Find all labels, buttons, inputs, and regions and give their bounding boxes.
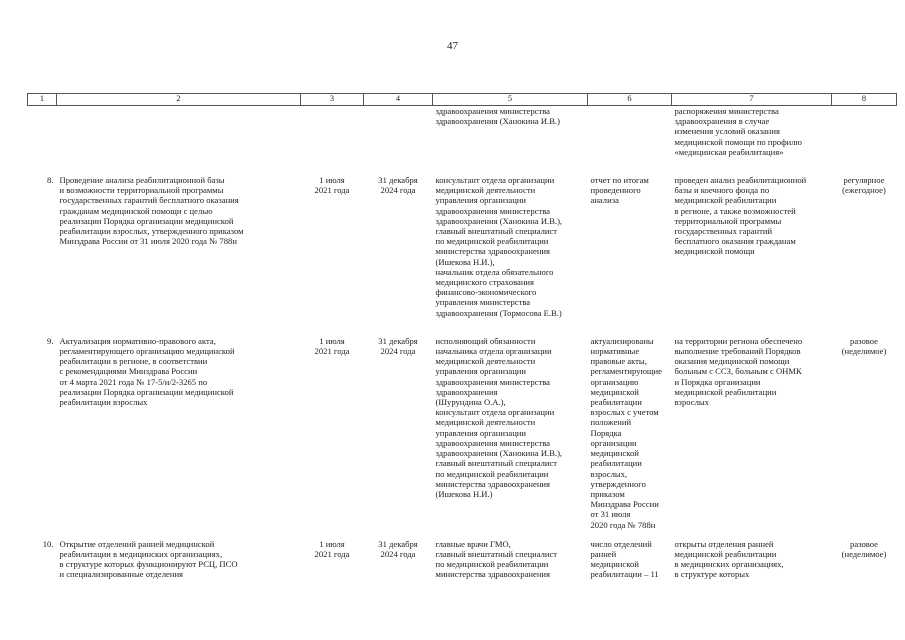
row-type: разовое (неделимое) — [841, 335, 887, 357]
continuation-responsible: здравоохранения министерства здравоохранения (Ханокина И.В.) — [435, 106, 560, 127]
row-action: Актуализация нормативно-правового акта, регламентирующего организацию медицинской реабилитации в регионе, в соответствии с рекомендациями Минздрава России от 4 марта 2021 года № 17-5/и/2-3265 по реализации Порядка организации медицинской реабилитации взрослых — [59, 335, 235, 408]
table-row — [28, 336, 897, 530]
row-responsible: консультант отдела организации медицинской деятельности управления организации здравоохранения министерства здравоохранения (Ханокина И.В.), главный внештатный специалист по медицинской реабилитации министерства здравоохранения (Ишекова Н.И.), начальник отдела обязательного медицинского страхования финансово-экономического управления министерства здравоохранения (Тормосова Е.В.) — [435, 175, 563, 318]
row-start-date: 1 июля 2021 года — [314, 175, 350, 196]
row-end-date: 31 декабря 2024 года — [378, 175, 418, 196]
row-action: Проведение анализа реабилитационной базы и возможности территориальной программы государственных гарантий бесплатного оказания гражданам медицинской помощи с целью реализации Порядка организации медицинской реабилитации взрослых, утвержденного приказом Минздрава России от 31 июля 2020 года № 788н — [59, 175, 244, 247]
row-number: 9. — [47, 335, 54, 346]
row-responsible: главные врачи ГМО, главный внештатный специалист по медицинской реабилитации министерства здравоохранения — [435, 538, 558, 580]
table-row — [28, 175, 897, 318]
row-number: 8. — [47, 175, 54, 186]
action-plan-table — [27, 93, 897, 580]
continuation-row — [28, 106, 897, 158]
row-action: Открытие отделений ранней медицинской реабилитации в медицинских организациях, в структуре которых функционируют РСЦ, ПСО и специализированные отделения — [59, 538, 238, 580]
row-start-date: 1 июля 2021 года — [314, 335, 350, 357]
row-number: 10. — [42, 538, 54, 549]
page-number: 47 — [447, 40, 458, 52]
column-number-4: 4 — [364, 94, 433, 106]
column-number-7: 7 — [672, 94, 832, 106]
column-number-2: 2 — [57, 94, 301, 106]
column-number-5: 5 — [433, 94, 588, 106]
column-number-6: 6 — [588, 94, 672, 106]
column-number-1: 1 — [28, 94, 57, 106]
row-indicator: проведен анализ реабилитационной базы и коечного фонда по медицинской реабилитации в регионе, а также возможностей территориальной программы государственных гарантий бесплатного оказания гражданам медицинской помощи — [674, 175, 807, 257]
column-number-3: 3 — [301, 94, 364, 106]
row-indicator: на территории региона обеспечено выполнение требований Порядков оказания медицинской помощи больным с ССЗ, больным с ОНМК и Порядка организации медицинской реабилитации взрослых — [674, 335, 803, 408]
continuation-indicator: распоряжения министерства здравоохранения в случае изменения условий оказания медицинской помощи по профилю «медицинская реабилитация» — [674, 106, 802, 157]
row-end-date: 31 декабря 2024 года — [378, 538, 418, 559]
row-responsible: исполняющий обязанности начальника отдела организации медицинской деятельности управления организации здравоохранения министерства здравоохранения (Шурундина О.А.), консультант отдела организации медицинской деятельности управления организации здравоохранения министерства здравоохранения (Ханокина И.В.), главный внештатный специалист по медицинской реабилитации министерства здравоохранения (Ишекова Н.И.) — [435, 335, 563, 499]
row-start-date: 1 июля 2021 года — [314, 538, 350, 559]
row-type: регулярное (ежегодное) — [842, 175, 886, 196]
row-end-date: 31 декабря 2024 года — [378, 335, 418, 357]
row-type: разовое (неделимое) — [841, 538, 887, 559]
column-number-8: 8 — [832, 94, 897, 106]
row-result: число отделений ранней медицинской реабилитации – 11 — [590, 538, 659, 580]
row-result: актуализированы нормативные правовые акты, регламентирующие организацию медицинской реабилитации взрослых с учетом положений Порядка организации медицинской реабилитации взрослых, утвержденного приказом Минздрава России от 31 июля 2020 года № 788н — [590, 335, 662, 530]
column-number-header — [28, 94, 897, 106]
row-result: отчет по итогам проведенного анализа — [590, 175, 649, 206]
row-indicator: открыты отделения ранней медицинской реабилитации в медицинских организациях, в структуре которых — [674, 538, 784, 580]
table-row — [28, 539, 897, 580]
